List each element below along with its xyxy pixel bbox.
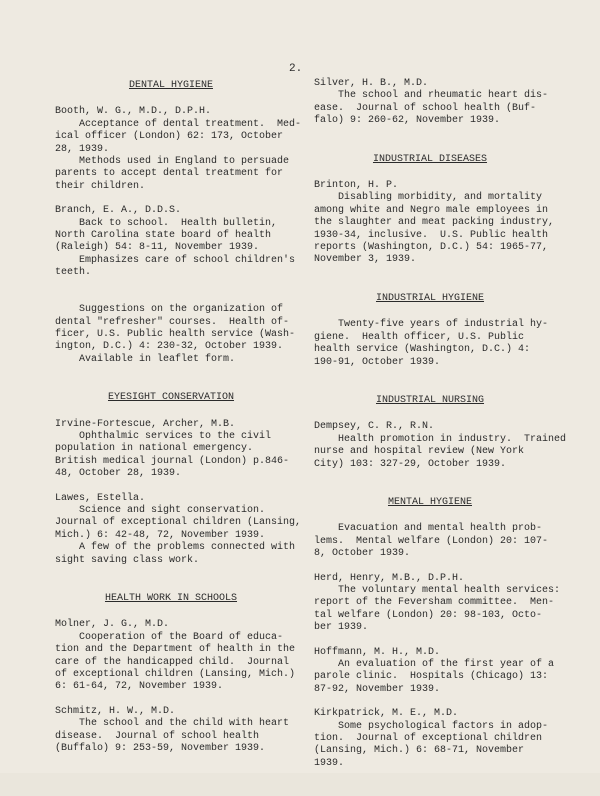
- citation-line: Booth, W. G., M.D., D.P.H.: [55, 106, 212, 118]
- citation-line: Emphasizes care of school children's: [55, 254, 296, 266]
- citation-line: population in national emergency.: [55, 443, 254, 455]
- bibliography-section: [314, 394, 567, 497]
- citation-line: Mich.) 6: 42-48, 72, November 1939.: [55, 529, 266, 541]
- citation-line: Disabling morbidity, and mortality: [314, 192, 543, 204]
- citation-line: report of the Feversham committee. Men-: [314, 597, 555, 609]
- citation-line: Back to school. Health bulletin,: [55, 217, 278, 229]
- citation-line: Branch, E. A., D.D.S.: [55, 205, 182, 217]
- citation-line: Silver, H. B., M.D.: [314, 78, 429, 89]
- citation-line: tion. Journal of exceptional children: [314, 733, 543, 745]
- citation-line: ficer, U.S. Public health service (Wash-: [55, 328, 296, 340]
- citation-line: Molner, J. G., M.D.: [55, 619, 170, 631]
- citation-line: 1930-34, inclusive. U.S. Public health: [314, 229, 549, 241]
- citation-line: lems. Mental welfare (London) 20: 107-: [314, 535, 549, 547]
- citation-line: [55, 292, 287, 304]
- citation-line: (Lansing, Mich.) 6: 68-71, November: [314, 745, 525, 757]
- citation-line: 8, October 1939.: [314, 548, 411, 560]
- citation-line: Acceptance of dental treatment. Med-: [55, 118, 302, 130]
- citation-line: Schmitz, H. W., M.D.: [55, 705, 176, 717]
- citation-line: (Buffalo) 9: 253-59, November 1939.: [55, 743, 266, 755]
- page-number: 2.: [289, 63, 303, 75]
- citation-entry: [55, 619, 296, 693]
- citation-entry: [55, 492, 302, 567]
- citation-line: The school and rheumatic heart dis-: [314, 90, 549, 102]
- bibliography-section: [55, 80, 302, 392]
- citation-line: ber 1939.: [314, 622, 369, 634]
- citation-entry: [314, 180, 555, 267]
- bibliography-section: [55, 593, 296, 781]
- citation-line: 48, October 28, 1939.: [55, 468, 182, 480]
- bibliography-section: [314, 496, 561, 796]
- citation-entry: [314, 78, 549, 128]
- citation-line: falo) 9: 260-62, November 1939.: [314, 115, 501, 127]
- citation-entry: [314, 708, 549, 770]
- citation-line: North Carolina state board of health: [55, 230, 272, 242]
- citation-line: parole clinic. Hospitals (Chicago) 13:: [314, 671, 549, 683]
- bibliography-section: [314, 78, 549, 154]
- citation-line: (Raleigh) 54: 8-11, November 1939.: [55, 242, 260, 254]
- citation-line: Brinton, H. P.: [314, 180, 399, 192]
- citation-line: Irvine-Fortescue, Archer, M.B.: [55, 418, 236, 430]
- citation-line: November 3, 1939.: [314, 254, 417, 266]
- citation-line: Cooperation of the Board of educa-: [55, 631, 284, 643]
- citation-line: tal welfare (London) 20: 98-103, Octo-: [314, 609, 543, 621]
- citation-line: dental "refresher" courses. Health of-: [55, 316, 290, 328]
- citation-line: Hoffmann, M. H., M.D.: [314, 646, 441, 658]
- citation-line: Lawes, Estella.: [55, 492, 146, 504]
- citation-line: teeth.: [55, 267, 92, 279]
- bibliography-section: [314, 292, 549, 395]
- citation-line: An evaluation of the first year of a: [314, 659, 555, 670]
- citation-line: 87-92, November 1939.: [314, 683, 441, 695]
- citation-line: sight saving class work.: [55, 554, 200, 566]
- citation-line: 190-91, October 1939.: [314, 356, 441, 368]
- citation-line: among white and Negro male employees in: [314, 204, 549, 216]
- section-heading: HEALTH WORK IN SCHOOLS: [104, 593, 238, 604]
- section-heading: MENTAL HYGIENE: [387, 496, 472, 508]
- citation-line: Journal of exceptional children (Lansing,: [55, 517, 302, 529]
- citation-entry: [314, 319, 549, 369]
- citation-line: City) 103: 327-29, October 1939.: [314, 458, 507, 470]
- citation-entry: [55, 292, 296, 366]
- citation-line: Available in leaflet form.: [55, 353, 236, 365]
- section-heading: DENTAL HYGIENE: [128, 80, 213, 91]
- citation-line: British medical journal (London) p.846-: [55, 455, 290, 467]
- citation-line: ease. Journal of school health (Buf-: [314, 102, 537, 114]
- citation-line: Ophthalmic services to the civil: [55, 430, 272, 442]
- citation-entry: [314, 523, 549, 560]
- citation-entry: [55, 705, 290, 756]
- citation-line: Herd, Henry, M.B., D.P.H.: [314, 572, 465, 584]
- left-column: [55, 80, 302, 781]
- citation-line: health service (Washington, D.C.) 4:: [314, 344, 531, 356]
- citation-entry: [55, 106, 302, 193]
- citation-line: The school and the child with heart: [55, 718, 290, 730]
- citation-line: Health promotion in industry. Trained: [314, 433, 567, 445]
- section-heading: INDUSTRIAL HYGIENE: [375, 292, 485, 304]
- section-heading: INDUSTRIAL NURSING: [375, 394, 485, 406]
- citation-line: the slaughter and meat packing industry,: [314, 217, 555, 229]
- citation-line: 28, 1939.: [55, 143, 110, 155]
- citation-line: disease. Journal of school health: [55, 730, 260, 742]
- bibliography-section: [55, 392, 302, 593]
- citation-line: ical officer (London) 62: 173, October: [55, 131, 284, 143]
- citation-line: Dempsey, C. R., R.N.: [314, 421, 435, 433]
- citation-line: their children.: [55, 180, 146, 192]
- citation-line: Methods used in England to persuade: [55, 156, 290, 168]
- citation-line: Some psychological factors in adop-: [314, 720, 549, 732]
- section-heading: EYESIGHT CONSERVATION: [107, 392, 235, 404]
- citation-line: giene. Health officer, U.S. Public: [314, 331, 525, 343]
- citation-line: Kirkpatrick, M. E., M.D.: [314, 708, 459, 720]
- citation-line: nurse and hospital review (New York: [314, 446, 525, 458]
- right-column: [314, 78, 567, 796]
- citation-line: Suggestions on the organization of: [55, 304, 284, 316]
- section-heading: INDUSTRIAL DISEASES: [372, 153, 488, 165]
- citation-entry: [314, 646, 555, 697]
- citation-entry: [314, 421, 567, 471]
- citation-entry: [55, 205, 296, 279]
- citation-line: tion and the Department of health in the: [55, 644, 296, 656]
- citation-line: of exceptional children (Lansing, Mich.): [55, 669, 296, 681]
- citation-line: care of the handicapped child. Journal: [55, 656, 290, 668]
- citation-line: The voluntary mental health services:: [314, 584, 561, 596]
- citation-line: Twenty-five years of industrial hy-: [314, 319, 549, 331]
- citation-line: A few of the problems connected with: [55, 542, 296, 554]
- citation-line: reports (Washington, D.C.) 54: 1965-77,: [314, 242, 549, 254]
- citation-line: parents to accept dental treatment for: [55, 168, 284, 180]
- citation-entry: [55, 418, 290, 481]
- citation-line: 6: 61-64, 72, November 1939.: [55, 681, 224, 693]
- citation-line: Evacuation and mental health prob-: [314, 523, 543, 535]
- citation-entry: [314, 572, 561, 635]
- citation-line: Science and sight conservation.: [55, 504, 266, 516]
- bibliography-section: [314, 153, 555, 293]
- citation-line: 1939.: [314, 757, 345, 769]
- citation-line: ington, D.C.) 4: 230-32, October 1939.: [55, 341, 284, 353]
